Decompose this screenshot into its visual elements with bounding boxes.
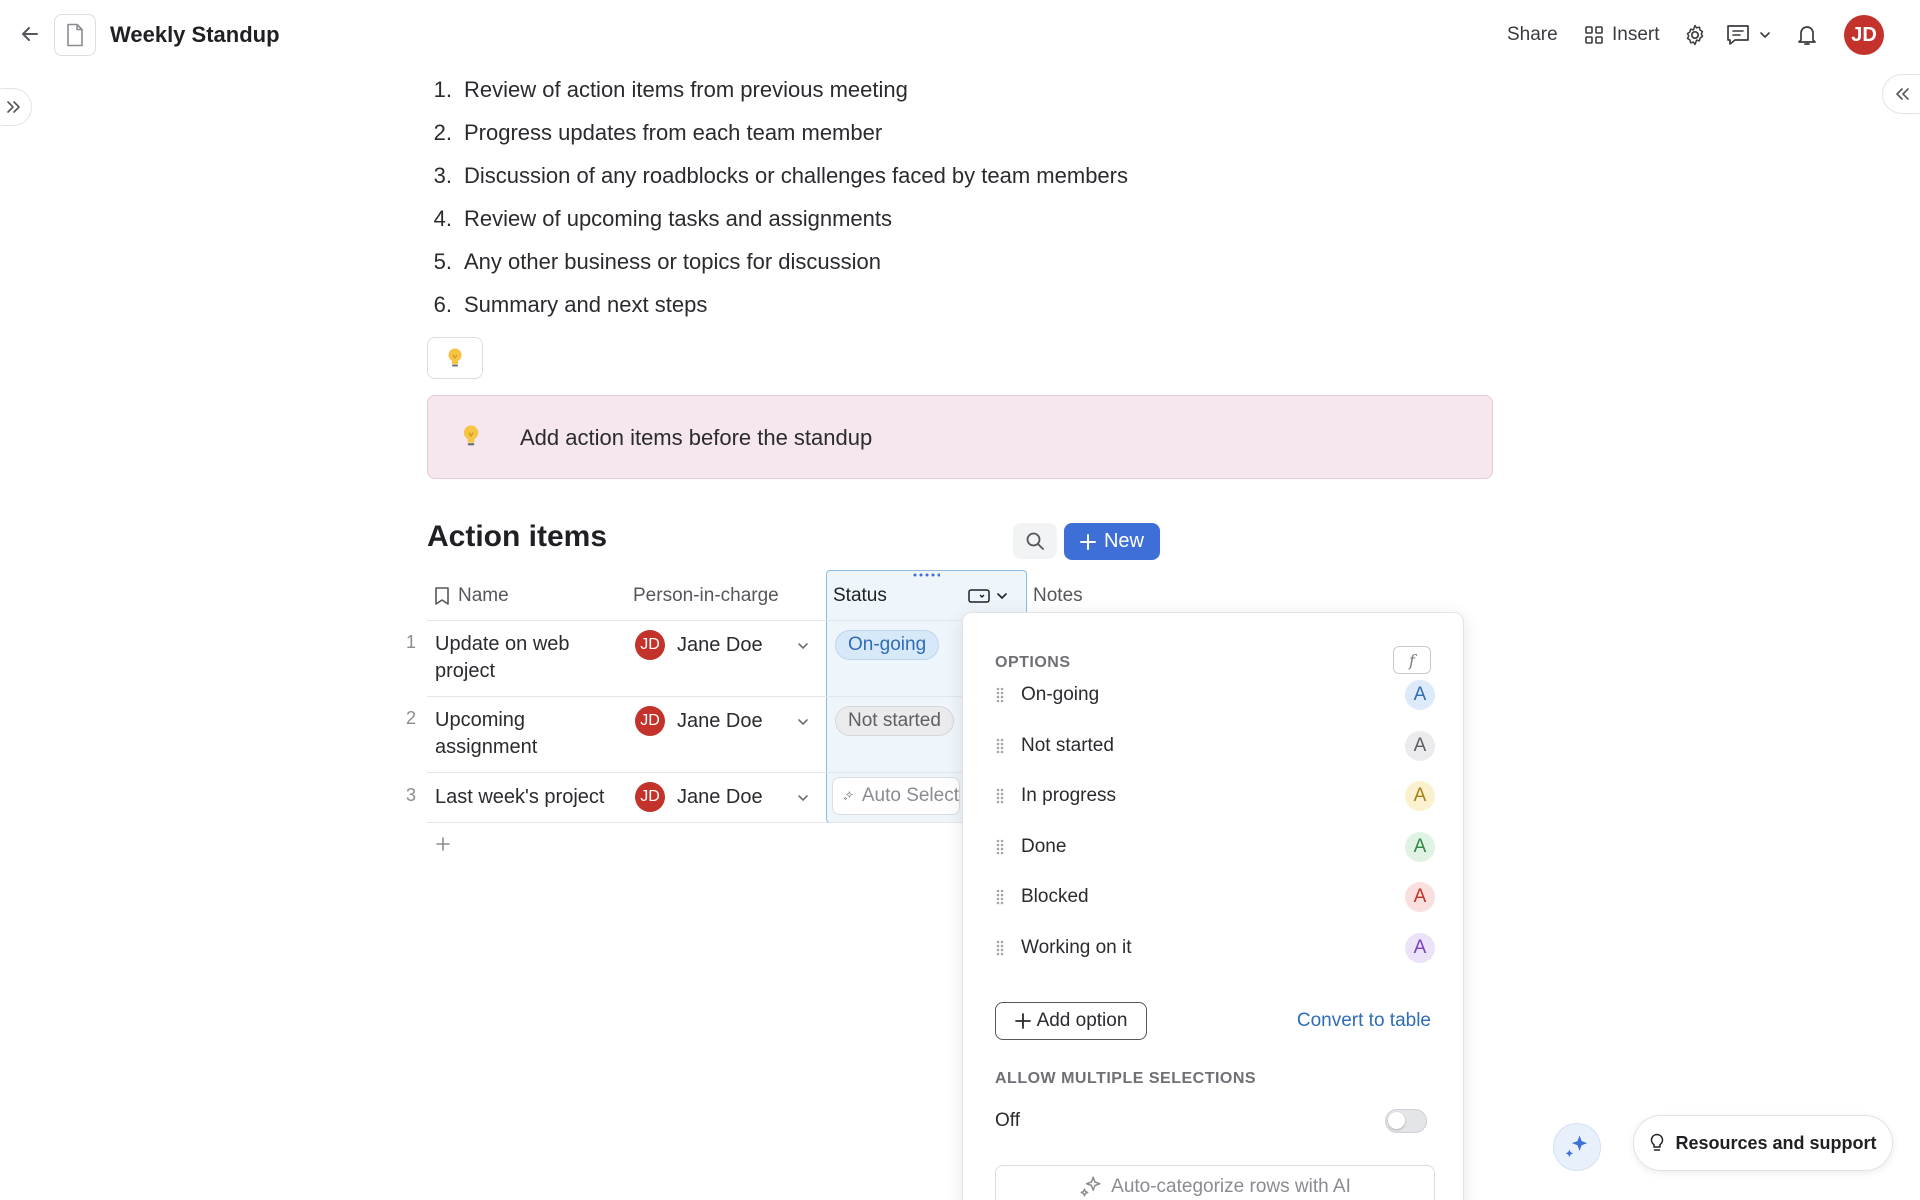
person-cell[interactable]: [635, 706, 763, 736]
back-arrow-icon[interactable]: [16, 20, 44, 48]
row-number: 2: [405, 708, 416, 728]
ai-label: Auto-categorize rows with AI: [1111, 1176, 1351, 1197]
plus-icon: [1080, 534, 1096, 550]
add-row-button[interactable]: [432, 833, 454, 855]
auto-select-button[interactable]: [832, 777, 960, 815]
chevron-down-icon[interactable]: [797, 640, 809, 652]
multi-select-value: Off: [995, 1110, 1020, 1131]
option-color-swatch[interactable]: A: [1405, 731, 1435, 761]
collapse-panel-button[interactable]: [1882, 74, 1920, 114]
option-label: Working on it: [1021, 937, 1132, 958]
person-cell[interactable]: [635, 630, 763, 660]
avatar: JD: [635, 782, 665, 812]
ai-assistant-button[interactable]: [1553, 1123, 1601, 1171]
list-text: Progress updates from each team member: [464, 120, 883, 145]
drag-handle-icon[interactable]: [995, 787, 1021, 805]
plus-icon: [1015, 1013, 1031, 1029]
list-number: 1.: [433, 77, 452, 102]
document-icon[interactable]: [54, 14, 96, 56]
column-drag-handle[interactable]: [912, 572, 940, 578]
list-text: Summary and next steps: [464, 292, 708, 317]
chevron-down-icon[interactable]: [797, 792, 809, 804]
column-header-name[interactable]: [434, 578, 509, 614]
column-header-notes[interactable]: Notes: [1033, 585, 1083, 606]
insert-button[interactable]: [1584, 20, 1660, 50]
person-name: Jane Doe: [677, 709, 763, 732]
convert-to-table-link[interactable]: Convert to table: [1296, 1010, 1431, 1031]
new-label: New: [1103, 530, 1144, 552]
chevron-down-icon[interactable]: [797, 716, 809, 728]
double-chevron-left-icon: [1893, 85, 1911, 103]
option-label: Not started: [1021, 735, 1114, 756]
drag-handle-icon[interactable]: [995, 939, 1021, 957]
new-row-button[interactable]: [1064, 523, 1160, 560]
resources-support-button[interactable]: [1633, 1115, 1893, 1171]
bookmark-icon: [434, 586, 450, 606]
callout-block[interactable]: [427, 395, 1493, 479]
option-label: On-going: [1021, 684, 1100, 705]
expand-sidebar-button[interactable]: [0, 88, 32, 126]
insert-label: Insert: [1612, 24, 1660, 45]
avatar: JD: [635, 630, 665, 660]
column-type-menu[interactable]: [968, 578, 1008, 614]
option-row-done[interactable]: [995, 827, 1435, 867]
lightbulb-icon: [445, 346, 465, 370]
option-color-swatch[interactable]: A: [1405, 680, 1435, 710]
person-name: Jane Doe: [677, 633, 763, 656]
table-title[interactable]: Action items: [427, 520, 608, 553]
option-label: In progress: [1021, 785, 1117, 806]
option-color-swatch[interactable]: A: [1405, 832, 1435, 862]
option-color-swatch[interactable]: A: [1405, 882, 1435, 912]
status-badge[interactable]: Not started: [835, 706, 954, 736]
option-row-in-progress[interactable]: [995, 776, 1435, 816]
cell-name[interactable]: Update on web project: [435, 633, 570, 682]
divider: [427, 772, 962, 773]
column-label: Name: [458, 585, 509, 606]
column-header-status[interactable]: Status: [833, 585, 887, 606]
doc-title[interactable]: Weekly Standup: [110, 22, 280, 47]
resources-label: Resources and support: [1675, 1132, 1877, 1153]
callout-icon-picker[interactable]: [427, 337, 483, 379]
row-number: 3: [405, 785, 416, 805]
auto-categorize-button[interactable]: [995, 1165, 1435, 1200]
double-chevron-right-icon: [5, 98, 23, 116]
chevron-down-icon: [996, 590, 1008, 602]
user-avatar[interactable]: JD: [1844, 15, 1884, 55]
option-color-swatch[interactable]: A: [1405, 933, 1435, 963]
list-number: 5.: [433, 249, 452, 274]
list-text: Discussion of any roadblocks or challenges faced by team members: [464, 163, 1128, 188]
sparkle-icon: [1079, 1175, 1103, 1199]
callout-text[interactable]: Add action items before the standup: [520, 425, 873, 450]
divider: [427, 822, 962, 823]
cell-name[interactable]: Upcoming assignment: [435, 709, 538, 758]
chevron-down-icon: [1759, 29, 1771, 41]
add-option-button[interactable]: [995, 1002, 1147, 1040]
add-option-label: Add option: [1036, 1010, 1128, 1031]
drag-handle-icon[interactable]: [995, 888, 1021, 906]
cell-name[interactable]: Last week's project: [435, 786, 605, 808]
status-options-panel: [962, 612, 1464, 1200]
list-item[interactable]: [428, 203, 1128, 246]
list-number: 3.: [433, 163, 452, 188]
list-number: 4.: [433, 206, 452, 231]
bell-icon[interactable]: [1796, 20, 1818, 50]
status-badge[interactable]: On-going: [835, 630, 939, 660]
option-row-not-started[interactable]: [995, 726, 1435, 766]
comments-button[interactable]: [1725, 20, 1771, 50]
drag-handle-icon[interactable]: [995, 838, 1021, 856]
gear-icon[interactable]: [1683, 20, 1707, 50]
auto-select-label: Auto Select: [861, 785, 959, 806]
option-row-working-on-it[interactable]: [995, 928, 1435, 968]
option-label: Blocked: [1021, 886, 1089, 907]
list-text: Review of action items from previous meeting: [464, 77, 908, 102]
list-item[interactable]: [428, 74, 1128, 117]
drag-handle-icon[interactable]: [995, 686, 1021, 704]
person-name: Jane Doe: [677, 785, 763, 808]
agenda-list: [428, 74, 1128, 332]
list-item[interactable]: [428, 117, 1128, 160]
list-item[interactable]: [428, 246, 1128, 289]
list-number: 6.: [433, 292, 452, 317]
list-item[interactable]: [428, 289, 1128, 332]
comment-icon: [1725, 23, 1751, 47]
toggle-knob: [1388, 1112, 1405, 1129]
option-row-blocked[interactable]: [995, 877, 1435, 917]
sparkle-icon: [843, 785, 854, 807]
person-cell[interactable]: [635, 782, 763, 812]
option-row-on-going[interactable]: [995, 675, 1435, 715]
drag-handle-icon[interactable]: [995, 737, 1021, 755]
search-icon[interactable]: [1013, 523, 1057, 559]
list-text: Review of upcoming tasks and assignments: [464, 206, 892, 231]
options-heading: OPTIONS: [995, 654, 1071, 671]
formula-icon[interactable]: f: [1393, 646, 1431, 674]
option-label: Done: [1021, 836, 1067, 857]
divider: [427, 696, 962, 697]
multi-select-toggle[interactable]: [1385, 1109, 1427, 1133]
multi-select-heading: ALLOW MULTIPLE SELECTIONS: [995, 1070, 1257, 1087]
option-color-swatch[interactable]: A: [1405, 781, 1435, 811]
lightbulb-outline-icon: [1649, 1133, 1665, 1153]
grid-icon: [1584, 25, 1604, 45]
top-bar: [0, 0, 1920, 70]
row-number: 1: [405, 632, 416, 652]
list-item[interactable]: [428, 160, 1128, 203]
column-header-person[interactable]: Person-in-charge: [633, 585, 779, 606]
plus-icon: [436, 837, 450, 851]
select-type-icon: [968, 588, 990, 604]
list-text: Any other business or topics for discussion: [464, 249, 881, 274]
avatar: JD: [635, 706, 665, 736]
share-button[interactable]: Share: [1507, 24, 1558, 45]
list-number: 2.: [433, 120, 452, 145]
sparkle-icon: [1563, 1133, 1591, 1161]
lightbulb-icon[interactable]: [460, 422, 482, 455]
